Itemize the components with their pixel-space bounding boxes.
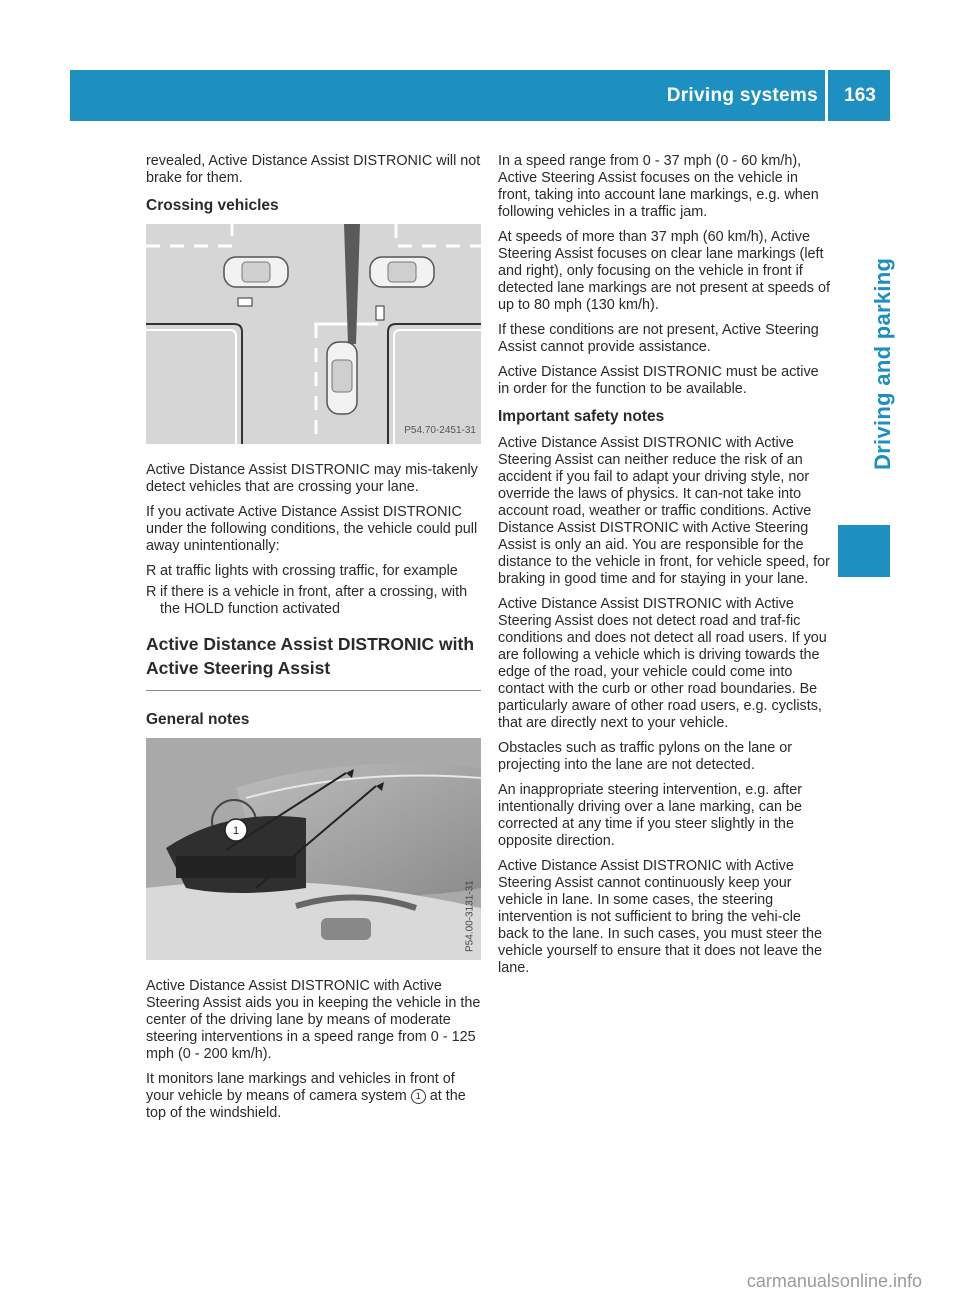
crossing-vehicles-figure bbox=[146, 224, 481, 444]
chapter-tab-marker bbox=[838, 525, 890, 577]
speed-paragraph-2: At speeds of more than 37 mph (60 km/h), Active Steering Assist focuses on clear lane markings (left and right), only focusing on the vehicle in front if detected lane markings are not present at speeds of up to 80 mph (130 km/h). bbox=[498, 229, 830, 313]
own-car-icon bbox=[327, 342, 357, 414]
camera-marker-inline: 1 bbox=[411, 1089, 426, 1104]
general-paragraph-2: It monitors lane markings and vehicles in front of your vehicle by means of camera system 1 at the top of the windshield. bbox=[146, 1071, 466, 1121]
safety-notes-heading: Important safety notes bbox=[498, 408, 665, 425]
watermark: carmanualsonline.info bbox=[746, 1271, 922, 1291]
windshield-camera-figure bbox=[146, 738, 481, 960]
car-right-icon bbox=[370, 257, 434, 287]
safety-paragraph-2: Active Distance Assist DISTRONIC with Active Steering Assist does not detect road and traf-fic conditions and does not detect all road users. If you are following a vehicle which is driving towards the edge of the road, your vehicle could come into contact with the curb or other road boundaries. Be particularly aware of other road users, e.g. cyclists, that are directly next to your vehicle. bbox=[498, 596, 827, 731]
section-divider bbox=[146, 690, 481, 691]
crossing-paragraph-2: If you activate Active Distance Assist DISTRONIC under the following conditions, the vehicle could pull away unintentionally: bbox=[146, 504, 478, 554]
list-item: R at traffic lights with crossing traffic, for example bbox=[146, 563, 458, 579]
bullet-icon: R bbox=[146, 584, 157, 600]
windshield-camera-illustration bbox=[146, 738, 481, 960]
safety-paragraph-4: An inappropriate steering intervention, e.g. after intentionally driving over a lane marking, can be corrected at any time if you steer slightly in the opposite direction. bbox=[498, 782, 802, 849]
page-number: 163 bbox=[844, 85, 876, 106]
chapter-tab-label: Driving and parking bbox=[870, 257, 895, 470]
safety-paragraph-3: Obstacles such as traffic pylons on the lane or projecting into the lane are not detected. bbox=[498, 740, 793, 773]
bullet-icon: R bbox=[146, 563, 157, 579]
camera-marker: 1 bbox=[232, 825, 240, 837]
general-paragraph-1: Active Distance Assist DISTRONIC with Active Steering Assist aids you in keeping the vehicle in the center of the driving lane by means of moderate steering interventions in a speed range from 0 - 125 mph (0 - 200 km/h). bbox=[146, 978, 481, 1062]
list-item: R if there is a vehicle in front, after a crossing, with the HOLD function activated bbox=[146, 584, 468, 617]
conditions-list bbox=[146, 563, 481, 618]
crossing-paragraph-1: Active Distance Assist DISTRONIC may mis-takenly detect vehicles that are crossing your lane. bbox=[146, 462, 478, 495]
car-left-icon bbox=[224, 257, 288, 287]
figure-code: P54.70-2451-31 bbox=[404, 425, 476, 436]
activation-paragraph: Active Distance Assist DISTRONIC must be active in order for the function to be available. bbox=[498, 364, 819, 397]
crossing-vehicles-heading: Crossing vehicles bbox=[146, 197, 279, 214]
header-bar bbox=[70, 70, 890, 121]
safety-paragraph-5: Active Distance Assist DISTRONIC with Active Steering Assist cannot continuously keep your vehicle in lane. In some cases, the steering intervention is not sufficient to bring the vehi-cle back to the lane. In such cases, you must steer the vehicle yourself to ensure that it does not leave the lane. bbox=[498, 858, 822, 976]
crossing-intersection-illustration bbox=[146, 224, 481, 444]
section-title: Driving systems bbox=[666, 85, 818, 106]
speed-paragraph-1: In a speed range from 0 - 37 mph (0 - 60 km/h), Active Steering Assist focuses on the vehicle in front, taking into account lane markings, e.g. when following vehicles in a traffic jam. bbox=[498, 153, 819, 220]
section-heading: Active Distance Assist DISTRONIC with Active Steering Assist bbox=[146, 634, 475, 678]
header-divider bbox=[825, 70, 828, 121]
intro-paragraph: revealed, Active Distance Assist DISTRONIC will not brake for them. bbox=[146, 153, 481, 186]
general-notes-heading: General notes bbox=[146, 711, 250, 728]
safety-paragraph-1: Active Distance Assist DISTRONIC with Active Steering Assist can neither reduce the risk of an accident if you fail to adapt your driving style, nor override the laws of physics. It can-not take into account road, weather or traffic conditions. Active Distance Assist DISTRONIC with Active Steering Assist is only an aid. You are responsible for the distance to the vehicle in front, for vehicle speed, for braking in good time and for staying in your lane. bbox=[498, 435, 830, 587]
left-column bbox=[146, 153, 481, 1130]
conditions-paragraph: If these conditions are not present, Active Steering Assist cannot provide assistance. bbox=[498, 322, 819, 355]
figure-code: P54.00-3131-31 bbox=[465, 880, 476, 952]
right-column bbox=[498, 153, 833, 985]
